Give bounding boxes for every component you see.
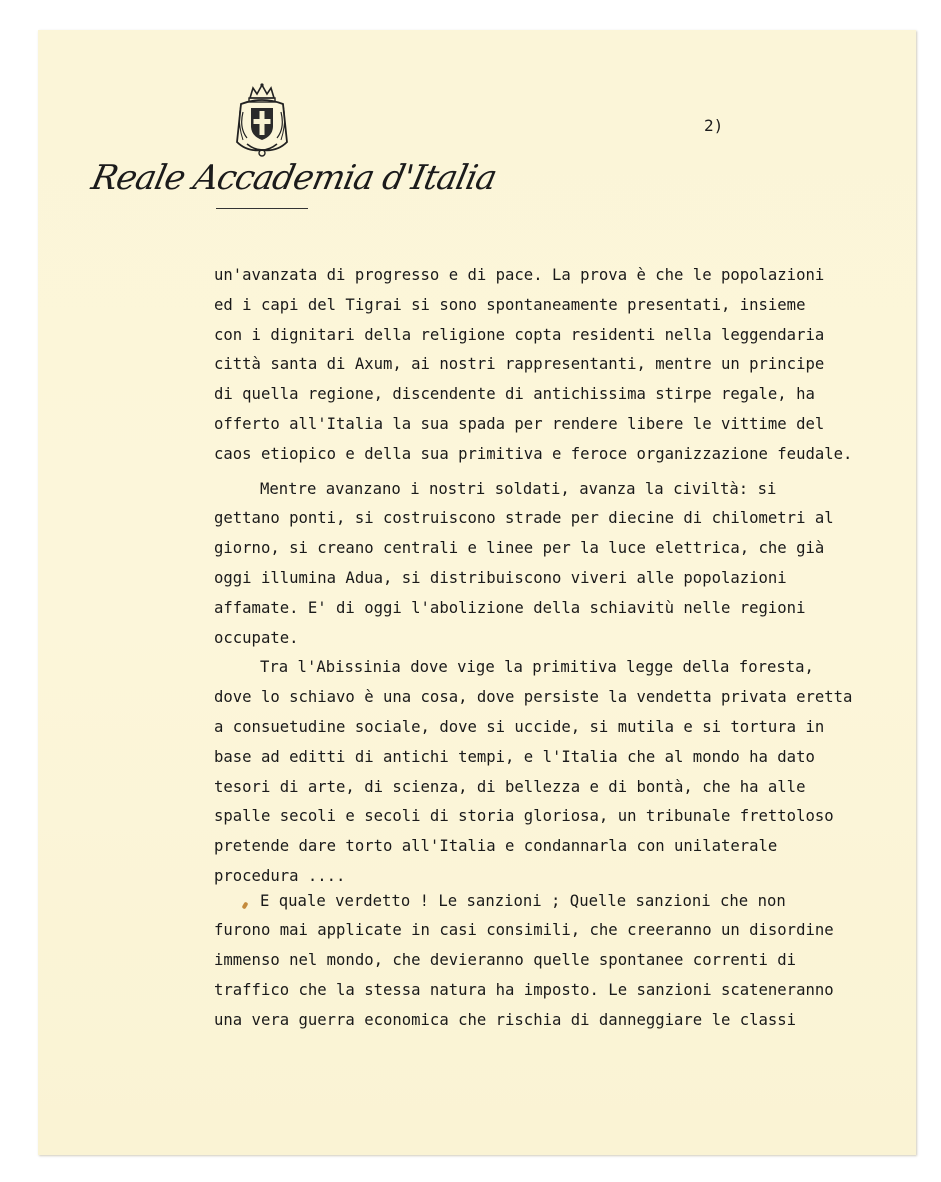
body-line: oggi illumina Adua, si distribuiscono viveri alle popolazioni	[214, 569, 787, 587]
body-line: una vera guerra economica che rischia di danneggiare le classi	[214, 1011, 797, 1029]
body-line: Tra l'Abissinia dove vige la primitiva legge della foresta,	[260, 658, 814, 676]
body-line: spalle secoli e secoli di storia gloriosa, un tribunale frettoloso	[214, 807, 834, 825]
body-line: offerto all'Italia la sua spada per rendere libere le vittime del	[214, 415, 825, 433]
royal-crest-icon	[233, 82, 291, 160]
body-line: pretende dare torto all'Italia e condannarla con unilaterale	[214, 837, 778, 855]
body-line: giorno, si creano centrali e linee per la luce elettrica, che già	[214, 539, 825, 557]
body-line: con i dignitari della religione copta residenti nella leggendaria	[214, 326, 825, 344]
body-line: città santa di Axum, ai nostri rappresentanti, mentre un principe	[214, 355, 825, 373]
body-line: dove lo schiavo è una cosa, dove persiste la vendetta privata eretta	[214, 688, 853, 706]
body-line: un'avanzata di progresso e di pace. La prova è che le popolazioni	[214, 266, 825, 284]
letter-page	[38, 30, 916, 1155]
letterhead-title: Reale Accademia d'Italia	[88, 158, 500, 198]
page-number: 2)	[704, 116, 724, 135]
body-line: procedura ....	[214, 867, 346, 885]
body-line: ed i capi del Tigrai si sono spontaneamente presentati, insieme	[214, 296, 806, 314]
body-line: traffico che la stessa natura ha imposto. Le sanzioni scateneranno	[214, 981, 834, 999]
body-line: affamate. E' di oggi l'abolizione della schiavitù nelle regioni	[214, 599, 806, 617]
body-line: tesori di arte, di scienza, di bellezza e di bontà, che ha alle	[214, 778, 806, 796]
body-line: base ad editti di antichi tempi, e l'Italia che al mondo ha dato	[214, 748, 815, 766]
body-line: occupate.	[214, 629, 299, 647]
body-line: di quella regione, discendente di antichissima stirpe regale, ha	[214, 385, 815, 403]
ink-mark	[242, 901, 249, 909]
body-line: a consuetudine sociale, dove si uccide, si mutila e si tortura in	[214, 718, 825, 736]
body-line: immenso nel mondo, che devieranno quelle spontanee correnti di	[214, 951, 797, 969]
letterhead-rule	[216, 208, 308, 209]
body-line: caos etiopico e della sua primitiva e feroce organizzazione feudale.	[214, 445, 853, 463]
body-line: Mentre avanzano i nostri soldati, avanza la civiltà: si	[260, 480, 777, 498]
body-line: furono mai applicate in casi consimili, che creeranno un disordine	[214, 921, 834, 939]
body-line: gettano ponti, si costruiscono strade per diecine di chilometri al	[214, 509, 834, 527]
body-line: E quale verdetto ! Le sanzioni ; Quelle sanzioni che non	[260, 892, 786, 910]
